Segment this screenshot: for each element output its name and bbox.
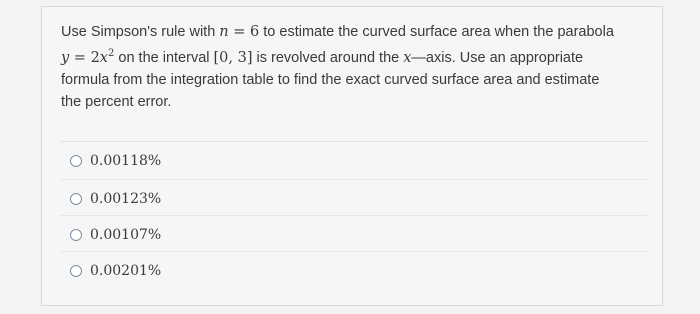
answer-option-label: 0.00107% <box>90 227 162 243</box>
radio-button-icon[interactable] <box>70 193 82 205</box>
radio-button-icon[interactable] <box>70 155 82 167</box>
question-text-segment: Use Simpson's rule with <box>61 24 220 40</box>
answer-option-4[interactable] <box>70 256 640 286</box>
answer-option-3[interactable] <box>70 220 640 250</box>
math-variable: y <box>61 49 70 66</box>
question-line-2 <box>61 43 647 69</box>
answer-option-label: 0.00201% <box>90 263 162 279</box>
option-divider <box>61 179 647 180</box>
math-variable: n <box>219 24 229 40</box>
math-variable: x <box>99 49 108 66</box>
answer-option-1[interactable] <box>70 146 640 176</box>
question-card <box>41 6 663 306</box>
radio-button-icon[interactable] <box>70 229 82 241</box>
question-line-4: the percent error. <box>61 93 172 110</box>
option-divider <box>61 215 647 216</box>
math-equals: = 2 <box>69 49 100 66</box>
question-text <box>61 21 647 113</box>
question-text-segment: —axis. Use an appropriate <box>411 49 584 66</box>
radio-button-icon[interactable] <box>70 265 82 277</box>
question-text-segment: on the interval <box>114 49 214 66</box>
question-text-segment: to estimate the curved surface area when the parabola <box>259 24 614 40</box>
answer-option-2[interactable] <box>70 184 640 214</box>
math-variable: x <box>403 49 412 66</box>
math-interval: [0, 3] <box>213 49 253 66</box>
math-exponent: 2 <box>107 48 115 59</box>
question-line-1 <box>61 21 647 43</box>
math-equals: = 6 <box>228 24 260 40</box>
options-divider <box>61 141 647 142</box>
answer-option-label: 0.00123% <box>90 191 162 207</box>
question-text-segment: is revolved around the <box>252 49 404 66</box>
option-divider <box>61 251 647 252</box>
question-line-3: formula from the integration table to find the exact curved surface area and estimate <box>61 71 600 88</box>
answer-option-label: 0.00118% <box>90 153 162 169</box>
